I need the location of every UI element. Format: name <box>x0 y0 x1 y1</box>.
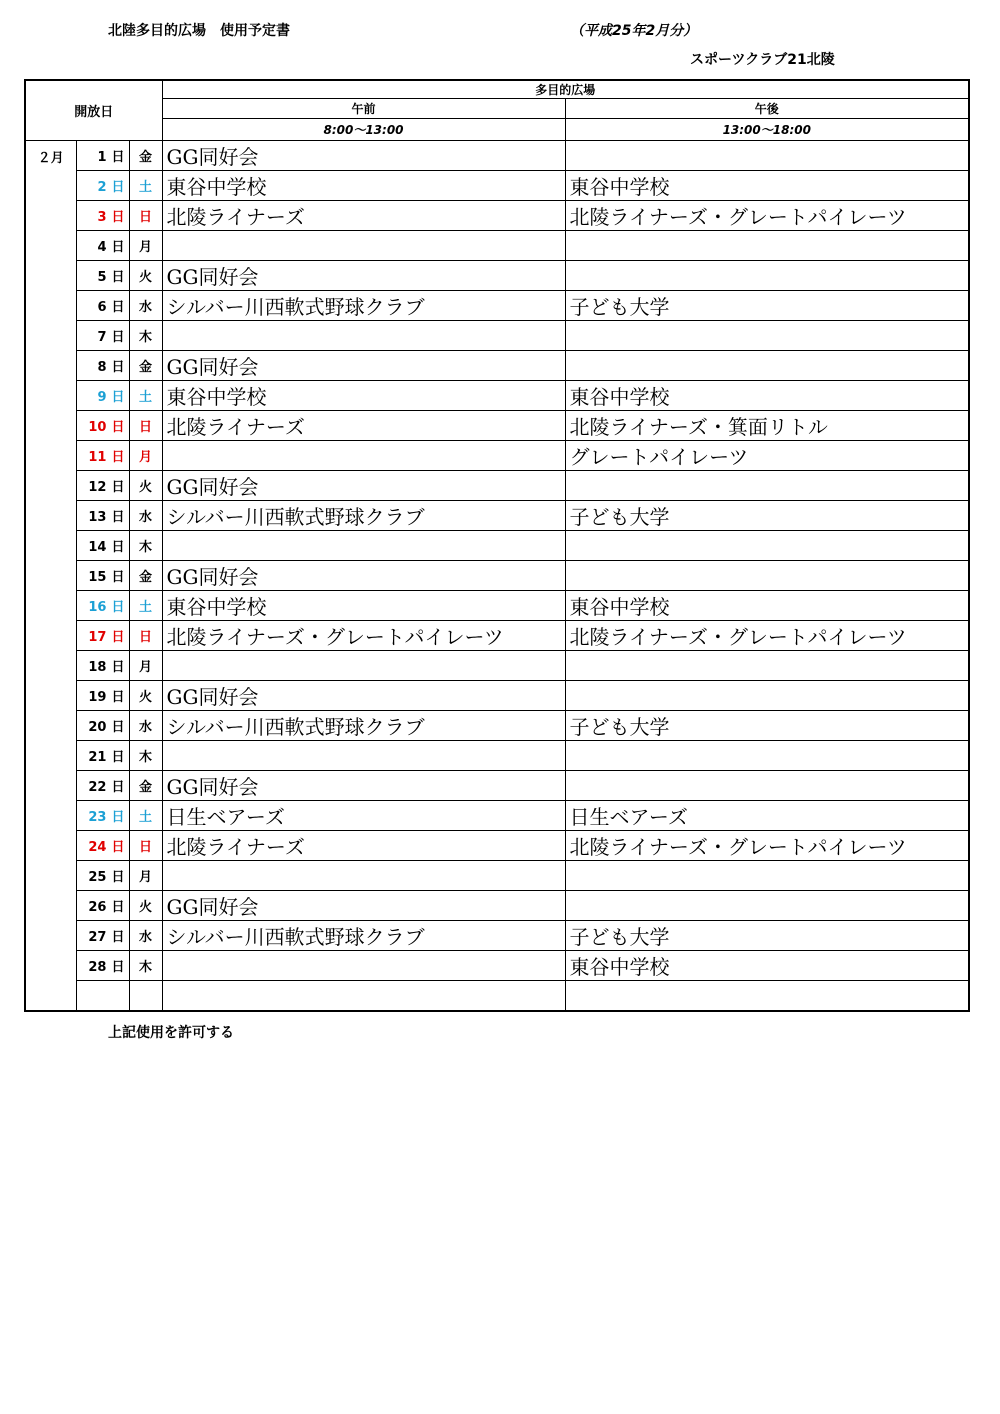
weekday-cell: 水 <box>129 501 162 531</box>
day-cell <box>76 861 129 891</box>
am-booking: シルバー川西軟式野球クラブ <box>162 501 565 531</box>
open-day-header: 開放日 <box>25 80 162 141</box>
day-number: 5 <box>97 270 107 285</box>
day-suffix: 日 <box>111 270 125 285</box>
weekday-cell: 水 <box>129 291 162 321</box>
pm-booking: 子ども大学 <box>565 501 969 531</box>
day-number: 3 <box>97 210 107 225</box>
am-booking: GG同好会 <box>162 471 565 501</box>
day-suffix: 日 <box>111 840 125 855</box>
pm-booking <box>565 261 969 291</box>
day-cell <box>76 741 129 771</box>
table-row <box>25 531 969 561</box>
am-booking: GG同好会 <box>162 351 565 381</box>
day-number: 2 <box>97 180 107 195</box>
am-booking: シルバー川西軟式野球クラブ <box>162 711 565 741</box>
weekday-cell: 月 <box>129 231 162 261</box>
day-suffix: 日 <box>111 450 125 465</box>
am-booking <box>162 741 565 771</box>
day-suffix: 日 <box>111 330 125 345</box>
am-booking: GG同好会 <box>162 681 565 711</box>
day-cell <box>76 501 129 531</box>
pm-booking: 子ども大学 <box>565 291 969 321</box>
day-cell <box>76 561 129 591</box>
day-cell <box>76 771 129 801</box>
pm-booking <box>565 651 969 681</box>
day-number: 27 <box>88 930 107 945</box>
day-cell <box>76 831 129 861</box>
day-suffix: 日 <box>111 930 125 945</box>
schedule-table <box>24 79 970 1012</box>
table-row <box>25 471 969 501</box>
day-suffix: 日 <box>111 720 125 735</box>
day-number: 24 <box>88 840 107 855</box>
am-booking: 北陵ライナーズ <box>162 411 565 441</box>
am-booking <box>162 321 565 351</box>
weekday-cell: 水 <box>129 711 162 741</box>
day-number: 8 <box>97 360 107 375</box>
weekday-cell: 土 <box>129 591 162 621</box>
pm-booking: 東谷中学校 <box>565 591 969 621</box>
day-number: 17 <box>88 630 107 645</box>
pm-booking: 子ども大学 <box>565 921 969 951</box>
am-booking: GG同好会 <box>162 771 565 801</box>
period-label: （平成25年2月分） <box>570 23 698 39</box>
table-row <box>25 381 969 411</box>
weekday-cell: 火 <box>129 891 162 921</box>
weekday-cell: 木 <box>129 951 162 981</box>
weekday-cell: 土 <box>129 171 162 201</box>
table-row <box>25 651 969 681</box>
day-cell <box>76 261 129 291</box>
weekday-cell: 火 <box>129 261 162 291</box>
day-number: 18 <box>88 660 107 675</box>
weekday-cell: 日 <box>129 411 162 441</box>
day-cell <box>76 531 129 561</box>
day-number: 23 <box>88 810 107 825</box>
am-booking <box>162 231 565 261</box>
table-row <box>25 321 969 351</box>
day-cell <box>76 171 129 201</box>
day-number: 20 <box>88 720 107 735</box>
am-booking: 日生ベアーズ <box>162 801 565 831</box>
pm-booking <box>565 681 969 711</box>
table-row <box>25 711 969 741</box>
day-suffix: 日 <box>111 900 125 915</box>
am-booking: シルバー川西軟式野球クラブ <box>162 291 565 321</box>
pm-time-header: 13:00～18:00 <box>565 119 969 141</box>
weekday-cell: 日 <box>129 201 162 231</box>
day-cell <box>76 381 129 411</box>
weekday-cell: 水 <box>129 921 162 951</box>
day-cell <box>76 711 129 741</box>
weekday-cell <box>129 981 162 1012</box>
day-suffix: 日 <box>111 180 125 195</box>
pm-header: 午後 <box>565 99 969 119</box>
day-cell <box>76 651 129 681</box>
day-number: 7 <box>97 330 107 345</box>
weekday-cell: 月 <box>129 861 162 891</box>
day-suffix: 日 <box>111 360 125 375</box>
pm-booking: 東谷中学校 <box>565 381 969 411</box>
day-cell <box>76 441 129 471</box>
table-row <box>25 561 969 591</box>
am-booking <box>162 531 565 561</box>
pm-booking <box>565 741 969 771</box>
day-cell <box>76 231 129 261</box>
weekday-cell: 日 <box>129 621 162 651</box>
am-booking: GG同好会 <box>162 891 565 921</box>
day-number: 10 <box>88 420 107 435</box>
day-number: 4 <box>97 240 107 255</box>
table-row <box>25 831 969 861</box>
weekday-cell: 金 <box>129 771 162 801</box>
day-cell <box>76 141 129 171</box>
am-booking <box>162 861 565 891</box>
am-time-header: 8:00～13:00 <box>162 119 565 141</box>
day-suffix: 日 <box>111 630 125 645</box>
day-number: 12 <box>88 480 107 495</box>
day-suffix: 日 <box>111 390 125 405</box>
weekday-cell: 月 <box>129 441 162 471</box>
am-booking <box>162 981 565 1012</box>
month-cell: ２月 <box>25 141 76 1012</box>
pm-booking <box>565 561 969 591</box>
pm-booking <box>565 771 969 801</box>
day-cell <box>76 681 129 711</box>
table-row <box>25 951 969 981</box>
weekday-cell: 月 <box>129 651 162 681</box>
pm-booking: 北陵ライナーズ・グレートパイレーツ <box>565 201 969 231</box>
day-number: 6 <box>97 300 107 315</box>
table-row <box>25 861 969 891</box>
day-number: 21 <box>88 750 107 765</box>
pm-booking <box>565 891 969 921</box>
pm-booking <box>565 471 969 501</box>
am-booking: 北陵ライナーズ・グレートパイレーツ <box>162 621 565 651</box>
day-number: 25 <box>88 870 107 885</box>
day-number: 26 <box>88 900 107 915</box>
weekday-cell: 金 <box>129 141 162 171</box>
pm-booking: 日生ベアーズ <box>565 801 969 831</box>
day-cell <box>76 351 129 381</box>
day-suffix: 日 <box>111 660 125 675</box>
day-number: 13 <box>88 510 107 525</box>
table-row <box>25 771 969 801</box>
pm-booking: 子ども大学 <box>565 711 969 741</box>
day-cell <box>76 591 129 621</box>
day-number: 28 <box>88 960 107 975</box>
organization-name: スポーツクラブ21北陵 <box>690 52 835 68</box>
weekday-cell: 木 <box>129 741 162 771</box>
pm-booking: 東谷中学校 <box>565 171 969 201</box>
pm-booking <box>565 321 969 351</box>
table-row <box>25 231 969 261</box>
blank-row <box>25 981 969 1012</box>
pm-booking: 北陵ライナーズ・グレートパイレーツ <box>565 831 969 861</box>
am-booking: 東谷中学校 <box>162 381 565 411</box>
day-cell <box>76 201 129 231</box>
weekday-cell: 木 <box>129 531 162 561</box>
day-suffix: 日 <box>111 540 125 555</box>
day-cell <box>76 981 129 1012</box>
weekday-cell: 金 <box>129 561 162 591</box>
pm-booking <box>565 531 969 561</box>
table-row <box>25 201 969 231</box>
day-number: 1 <box>97 150 107 165</box>
day-suffix: 日 <box>111 240 125 255</box>
am-booking <box>162 441 565 471</box>
day-suffix: 日 <box>111 300 125 315</box>
day-number: 16 <box>88 600 107 615</box>
pm-booking: グレートパイレーツ <box>565 441 969 471</box>
day-cell <box>76 801 129 831</box>
day-number: 14 <box>88 540 107 555</box>
day-cell <box>76 291 129 321</box>
pm-booking <box>565 351 969 381</box>
table-row <box>25 741 969 771</box>
document-title: 北陸多目的広場 使用予定書 <box>108 23 290 39</box>
weekday-cell: 金 <box>129 351 162 381</box>
weekday-cell: 木 <box>129 321 162 351</box>
table-row <box>25 921 969 951</box>
day-cell <box>76 921 129 951</box>
table-row <box>25 681 969 711</box>
table-row <box>25 171 969 201</box>
day-suffix: 日 <box>111 150 125 165</box>
am-booking: 北陵ライナーズ <box>162 831 565 861</box>
pm-booking: 東谷中学校 <box>565 951 969 981</box>
day-number: 9 <box>97 390 107 405</box>
table-row <box>25 501 969 531</box>
am-booking <box>162 651 565 681</box>
weekday-cell: 火 <box>129 471 162 501</box>
am-booking: GG同好会 <box>162 561 565 591</box>
am-booking: GG同好会 <box>162 141 565 171</box>
am-booking: 東谷中学校 <box>162 171 565 201</box>
am-booking: GG同好会 <box>162 261 565 291</box>
table-row <box>25 801 969 831</box>
am-header: 午前 <box>162 99 565 119</box>
pm-booking <box>565 861 969 891</box>
pm-booking: 北陵ライナーズ・グレートパイレーツ <box>565 621 969 651</box>
day-suffix: 日 <box>111 750 125 765</box>
day-number: 15 <box>88 570 107 585</box>
table-row <box>25 591 969 621</box>
table-row <box>25 141 969 171</box>
day-suffix: 日 <box>111 960 125 975</box>
day-suffix: 日 <box>111 210 125 225</box>
day-suffix: 日 <box>111 510 125 525</box>
day-suffix: 日 <box>111 690 125 705</box>
am-booking: 東谷中学校 <box>162 591 565 621</box>
approval-note: 上記使用を許可する <box>108 1025 234 1041</box>
pm-booking <box>565 141 969 171</box>
day-number: 19 <box>88 690 107 705</box>
day-cell <box>76 621 129 651</box>
am-booking <box>162 951 565 981</box>
pm-booking: 北陵ライナーズ・箕面リトル <box>565 411 969 441</box>
weekday-cell: 日 <box>129 831 162 861</box>
weekday-cell: 土 <box>129 801 162 831</box>
day-cell <box>76 411 129 441</box>
am-booking: シルバー川西軟式野球クラブ <box>162 921 565 951</box>
day-cell <box>76 471 129 501</box>
day-suffix: 日 <box>111 420 125 435</box>
day-cell <box>76 951 129 981</box>
pm-booking <box>565 981 969 1012</box>
pm-booking <box>565 231 969 261</box>
table-row <box>25 891 969 921</box>
day-suffix: 日 <box>111 570 125 585</box>
day-suffix: 日 <box>111 780 125 795</box>
day-suffix: 日 <box>111 810 125 825</box>
table-row <box>25 411 969 441</box>
table-row <box>25 291 969 321</box>
venue-header: 多目的広場 <box>162 80 969 99</box>
day-number: 22 <box>88 780 107 795</box>
day-cell <box>76 891 129 921</box>
am-booking: 北陵ライナーズ <box>162 201 565 231</box>
day-suffix: 日 <box>111 600 125 615</box>
table-row <box>25 441 969 471</box>
table-row <box>25 261 969 291</box>
day-number: 11 <box>88 450 107 465</box>
day-cell <box>76 321 129 351</box>
day-suffix: 日 <box>111 870 125 885</box>
weekday-cell: 火 <box>129 681 162 711</box>
weekday-cell: 土 <box>129 381 162 411</box>
table-row <box>25 621 969 651</box>
day-suffix: 日 <box>111 480 125 495</box>
table-row <box>25 351 969 381</box>
